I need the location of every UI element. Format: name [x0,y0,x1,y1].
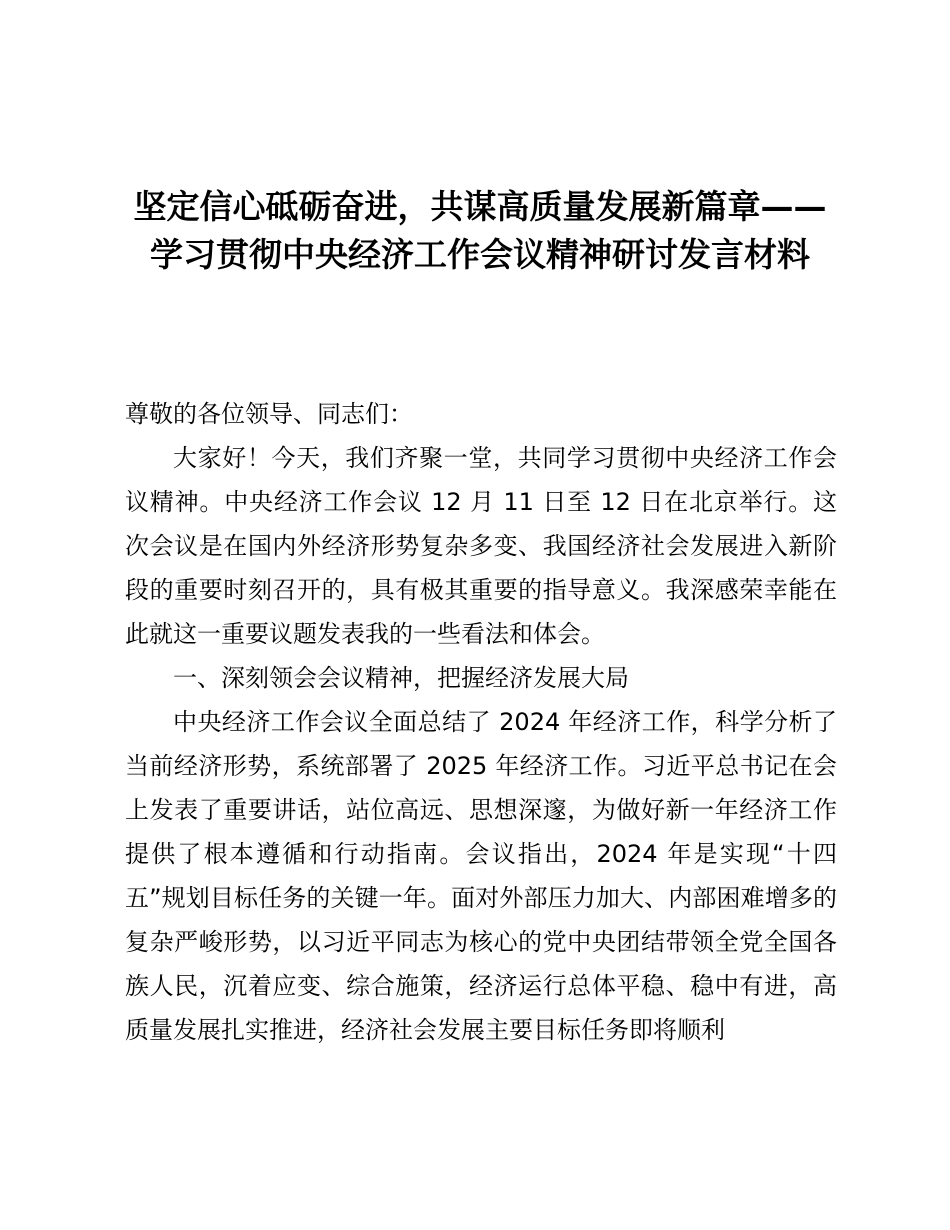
salutation: 尊敬的各位领导、同志们： [125,400,413,428]
paragraph-section-1: 中央经济工作会议全面总结了 2024 年经济工作，科学分析了当前经济形势，系统部署了 2025 年经济工作。习近平总书记在会上发表了重要讲话，站位高远、思想深邃，为做好新一年经济工作提供了根本遵循和行动指南。会议指出，2024 年是实现“十四五”规划目标任务的关键一年。面对外部压力加大、内部困难增多的复杂严峻形势，以习近平同志为核心的党中央团结带领全党全国各族人民，沉着应变、综合施策，经济运行总体平稳、稳中有进，高质量发展扎实推进，经济社会发展主要目标任务即将顺利 [125,708,837,1044]
document-body [125,392,837,1052]
section-heading-1: 一、深刻领会会议精神，把握经济发展大局 [173,664,629,692]
document-title: 坚定信心砥砺奋进，共谋高质量发展新篇章——学习贯彻中央经济工作会议精神研讨发言材料 [133,187,827,274]
paragraph-opening: 大家好！今天，我们齐聚一堂，共同学习贯彻中央经济工作会议精神。中央经济工作会议 12 月 11 日至 12 日在北京举行。这次会议是在国内外经济形势复杂多变、我国经济社会发展进入新阶段的重要时刻召开的，具有极其重要的指导意义。我深感荣幸能在此就这一重要议题发表我的一些看法和体会。 [125,444,837,648]
